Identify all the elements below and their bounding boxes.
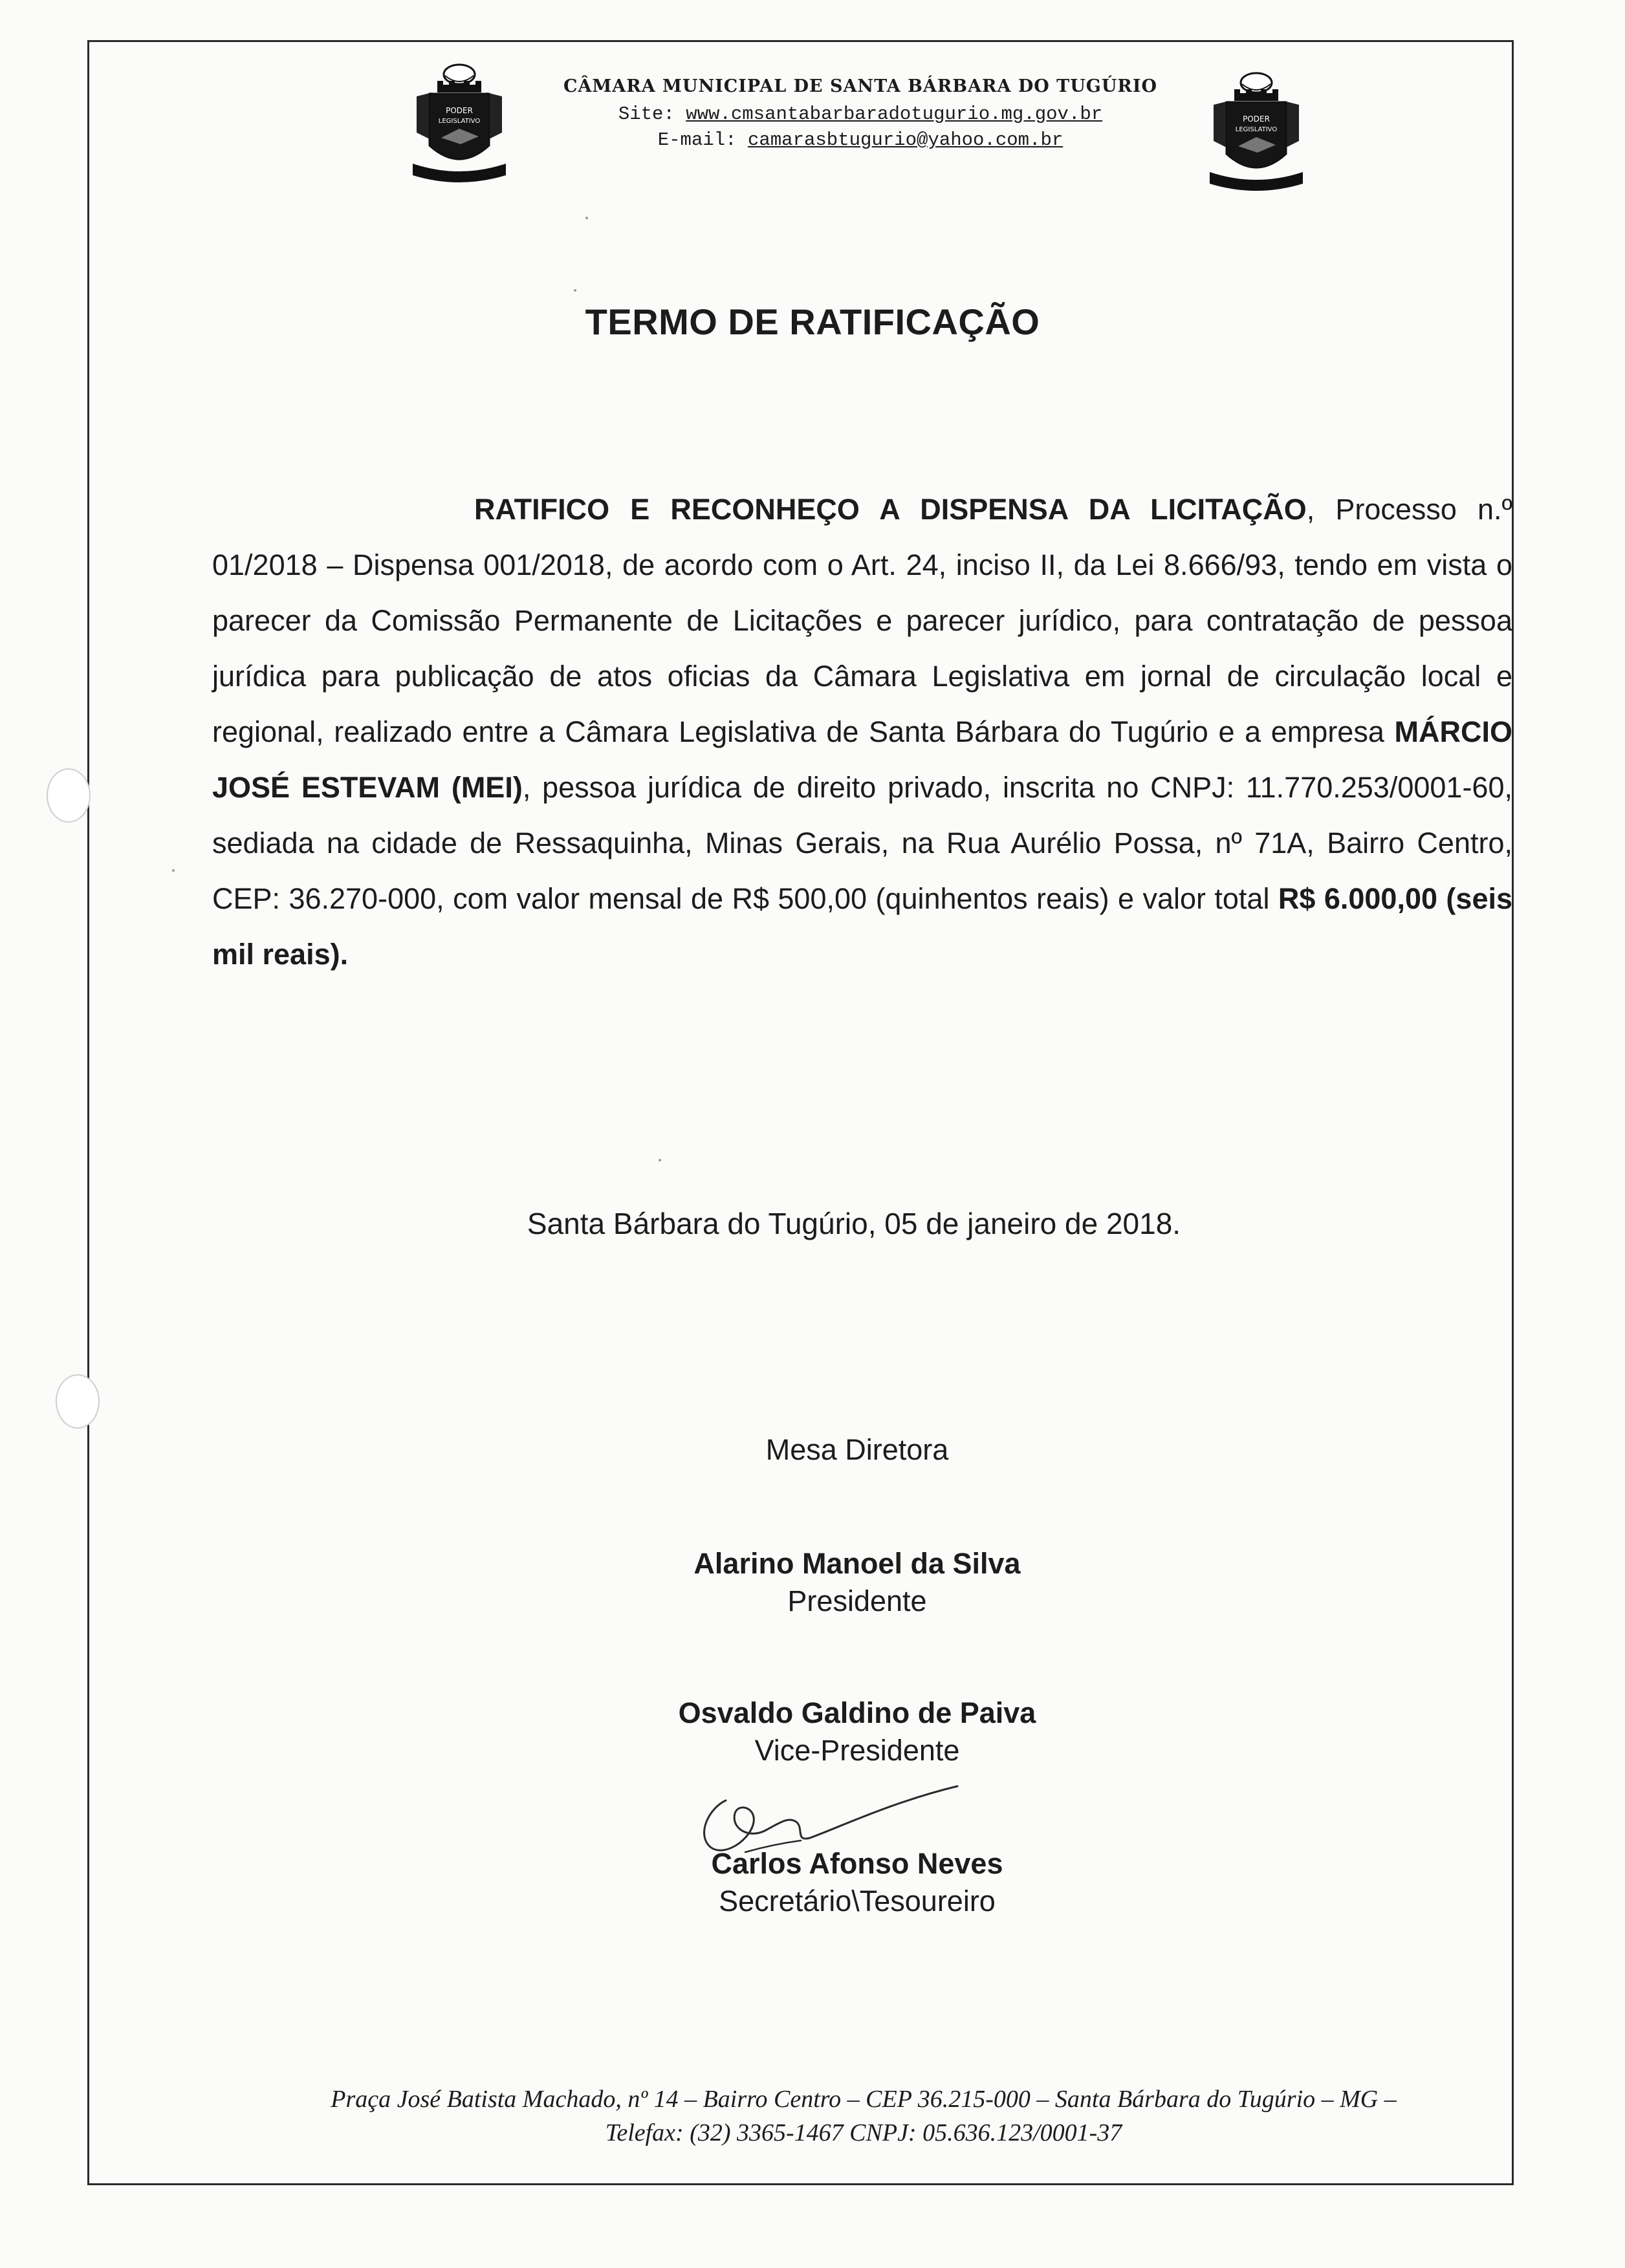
letterhead: [563, 76, 1158, 153]
scan-speck: [585, 217, 588, 219]
signatory-vice-president: [0, 1694, 1625, 1769]
signatory-name: Alarino Manoel da Silva: [693, 1547, 1021, 1580]
email-link[interactable]: camarasbtugurio@yahoo.com.br: [747, 129, 1063, 151]
site-link[interactable]: www.cmsantabarbaradotugurio.mg.gov.br: [686, 103, 1103, 125]
svg-text:LEGISLATIVO: LEGISLATIVO: [1235, 126, 1278, 133]
email-label: E-mail:: [657, 129, 737, 151]
signatory-secretary: [0, 1845, 1625, 1920]
signatory-role: Vice-Presidente: [754, 1734, 960, 1767]
company-name: MÁRCIO JOSÉ ESTEVAM (MEI): [212, 715, 1512, 804]
crest-right-icon: [1206, 70, 1307, 193]
svg-text:PODER: PODER: [1243, 114, 1270, 124]
body-text-part2: , pessoa jurídica de direito privado, inscrita no CNPJ: 11.770.253/0001-60, sediada na cidade de Ressaquinha, Minas Gerais, na Rua Aurélio Possa, nº 71A, Bairro Centro, CEP: 36.270-000, com valor mensal de R$ 500,00 (quinhentos reais) e valor total: [212, 771, 1512, 915]
body-text-part1: , Processo n.º 01/2018 – Dispensa 001/2018, de acordo com o Art. 24, inciso II, da Lei 8.666/93, tendo em vista o parecer da Comissão Permanente de Licitações e parecer jurídico, para contratação de pessoa jurídica para publicação de atos oficias da Câmara Legislativa em jornal de circulação local e regional, realizado entre a Câmara Legislativa de Santa Bárbara do Tugúrio e a empresa: [212, 493, 1512, 748]
scan-speck: [659, 1159, 661, 1161]
signatory-role: Secretário\Tesoureiro: [719, 1885, 996, 1917]
footer-line-1: Praça José Batista Machado, nº 14 – Bairro Centro – CEP 36.215-000 – Santa Bárbara do Tugúrio – MG –: [331, 2086, 1397, 2113]
site-label: Site:: [618, 103, 675, 125]
punch-hole: [56, 1374, 100, 1429]
svg-text:LEGISLATIVO: LEGISLATIVO: [438, 118, 481, 125]
punch-hole: [47, 768, 91, 823]
footer-line-2: Telefax: (32) 3365-1467 CNPJ: 05.636.123/0001-37: [605, 2119, 1122, 2146]
svg-text:PODER: PODER: [446, 106, 473, 115]
site-line: [563, 102, 1158, 127]
document-title: TERMO DE RATIFICAÇÃO: [585, 301, 1040, 342]
ratification-lead: RATIFICO E RECONHEÇO A DISPENSA DA LICITAÇÃO: [474, 493, 1307, 526]
signatory-name: Carlos Afonso Neves: [711, 1847, 1003, 1880]
org-name: CÂMARA MUNICIPAL DE SANTA BÁRBARA DO TUGÚRIO: [563, 76, 1157, 96]
total-value: R$ 6.000,00 (seis mil reais).: [212, 882, 1512, 971]
ratification-paragraph: [212, 482, 1512, 982]
dateline: Santa Bárbara do Tugúrio, 05 de janeiro de 2018.: [527, 1207, 1181, 1240]
scan-speck: [172, 869, 175, 872]
board-label: Mesa Diretora: [765, 1433, 949, 1466]
footer-address: [0, 2082, 1625, 2150]
signatory-role: Presidente: [787, 1584, 927, 1617]
scan-speck: [574, 289, 576, 292]
crest-left-icon: [409, 61, 510, 184]
signatory-name: Osvaldo Galdino de Paiva: [678, 1696, 1036, 1729]
email-line: [563, 127, 1158, 153]
signatory-president: [0, 1545, 1625, 1620]
